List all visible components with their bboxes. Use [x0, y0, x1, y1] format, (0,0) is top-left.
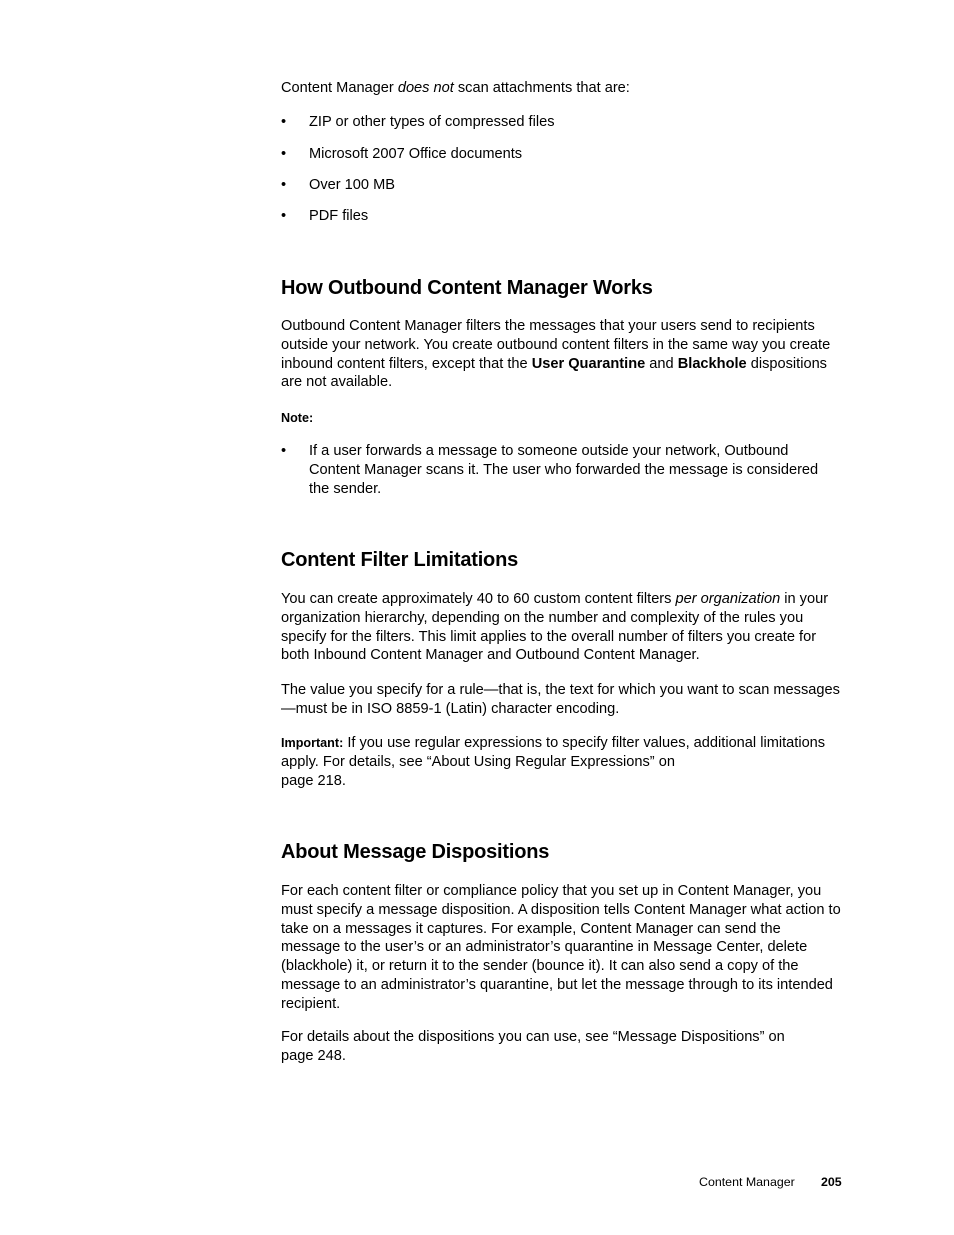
- outbound-text-start: Outbound Content Manager filters the messages that your users send to recipients outside your network. You create outbound content filters in the same way you create inbound content filters, except that the: [281, 318, 831, 372]
- dispositions-paragraph-1: For each content filter or compliance policy that you set up in Content Manager, you must specify a message disposition. A disposition tells Content Manager what action to take on a messages it captures. For example, Content Manager can send the message to the user’s or an administrator’s quarantine in Message Center, delete (blackhole) it, or return it to the sender (bounce it). It can also send a copy of the message to an administrator’s quarantine, but let the message through to its intended recipient.: [281, 883, 841, 1012]
- footer-page-number: 205: [821, 1175, 842, 1189]
- outbound-text-mid: and: [645, 355, 678, 372]
- bullet-glyph: •: [281, 177, 287, 193]
- list-item-text: ZIP or other types of compressed files: [309, 114, 555, 130]
- bullet-glyph: •: [281, 146, 287, 162]
- intro-prefix: Content Manager: [281, 80, 398, 96]
- bullet-glyph: •: [281, 114, 287, 130]
- important-text: If you use regular expressions to specify filter values, additional limitations apply. For details, see “About Using Regular Expressions” on: [281, 735, 826, 770]
- limitations-text-start: You can create approximately 40 to 60 custom content filters: [281, 591, 676, 607]
- intro-paragraph: [281, 79, 841, 98]
- outbound-text-end: dispositions are not available.: [281, 355, 827, 391]
- limitations-paragraph-2: The value you specify for a rule—that is, the text for which you want to scan messages—must be in ISO 8859-1 (Latin) character encoding.: [281, 682, 840, 717]
- dispositions-paragraph-2: [281, 1028, 841, 1066]
- important-label: Important:: [281, 736, 344, 750]
- note-item-text: If a user forwards a message to someone outside your network, Outbound Content Manager scans it. The user who forwarded the message is considered the sender.: [309, 443, 819, 497]
- important-text-page: page 218.: [281, 772, 346, 789]
- outbound-paragraph: [281, 317, 841, 392]
- section-heading-dispositions: About Message Dispositions: [281, 841, 550, 863]
- list-item-text: PDF files: [309, 208, 369, 224]
- blackhole-term: Blackhole: [677, 355, 747, 372]
- list-item-text: Microsoft 2007 Office documents: [309, 146, 523, 162]
- intro-emphasis: does not: [397, 80, 454, 96]
- section-heading-limitations: Content Filter Limitations: [281, 549, 519, 571]
- note-label: Note:: [281, 411, 314, 425]
- dispositions-text: For details about the dispositions you can use, see “Message Dispositions” on: [281, 1029, 785, 1045]
- limitations-paragraph-1: [281, 590, 841, 665]
- limitations-emphasis: per organization: [675, 591, 781, 607]
- intro-suffix: scan attachments that are:: [453, 80, 630, 96]
- bullet-glyph: •: [281, 443, 287, 459]
- bullet-glyph: •: [281, 208, 287, 224]
- section-heading-outbound: How Outbound Content Manager Works: [281, 277, 653, 299]
- important-paragraph: [281, 734, 841, 790]
- user-quarantine-term: User Quarantine: [531, 355, 646, 372]
- limitations-text-end: in your organization hierarchy, depending on the number and complexity of the rules you specify for the filters. This limit applies to the overall number of filters you create for both Inbound Content Manager and Outbound Content Manager.: [281, 591, 829, 664]
- list-item-text: Over 100 MB: [309, 177, 395, 193]
- footer-section-title: Content Manager: [699, 1175, 795, 1189]
- dispositions-text-page: page 248.: [281, 1047, 346, 1064]
